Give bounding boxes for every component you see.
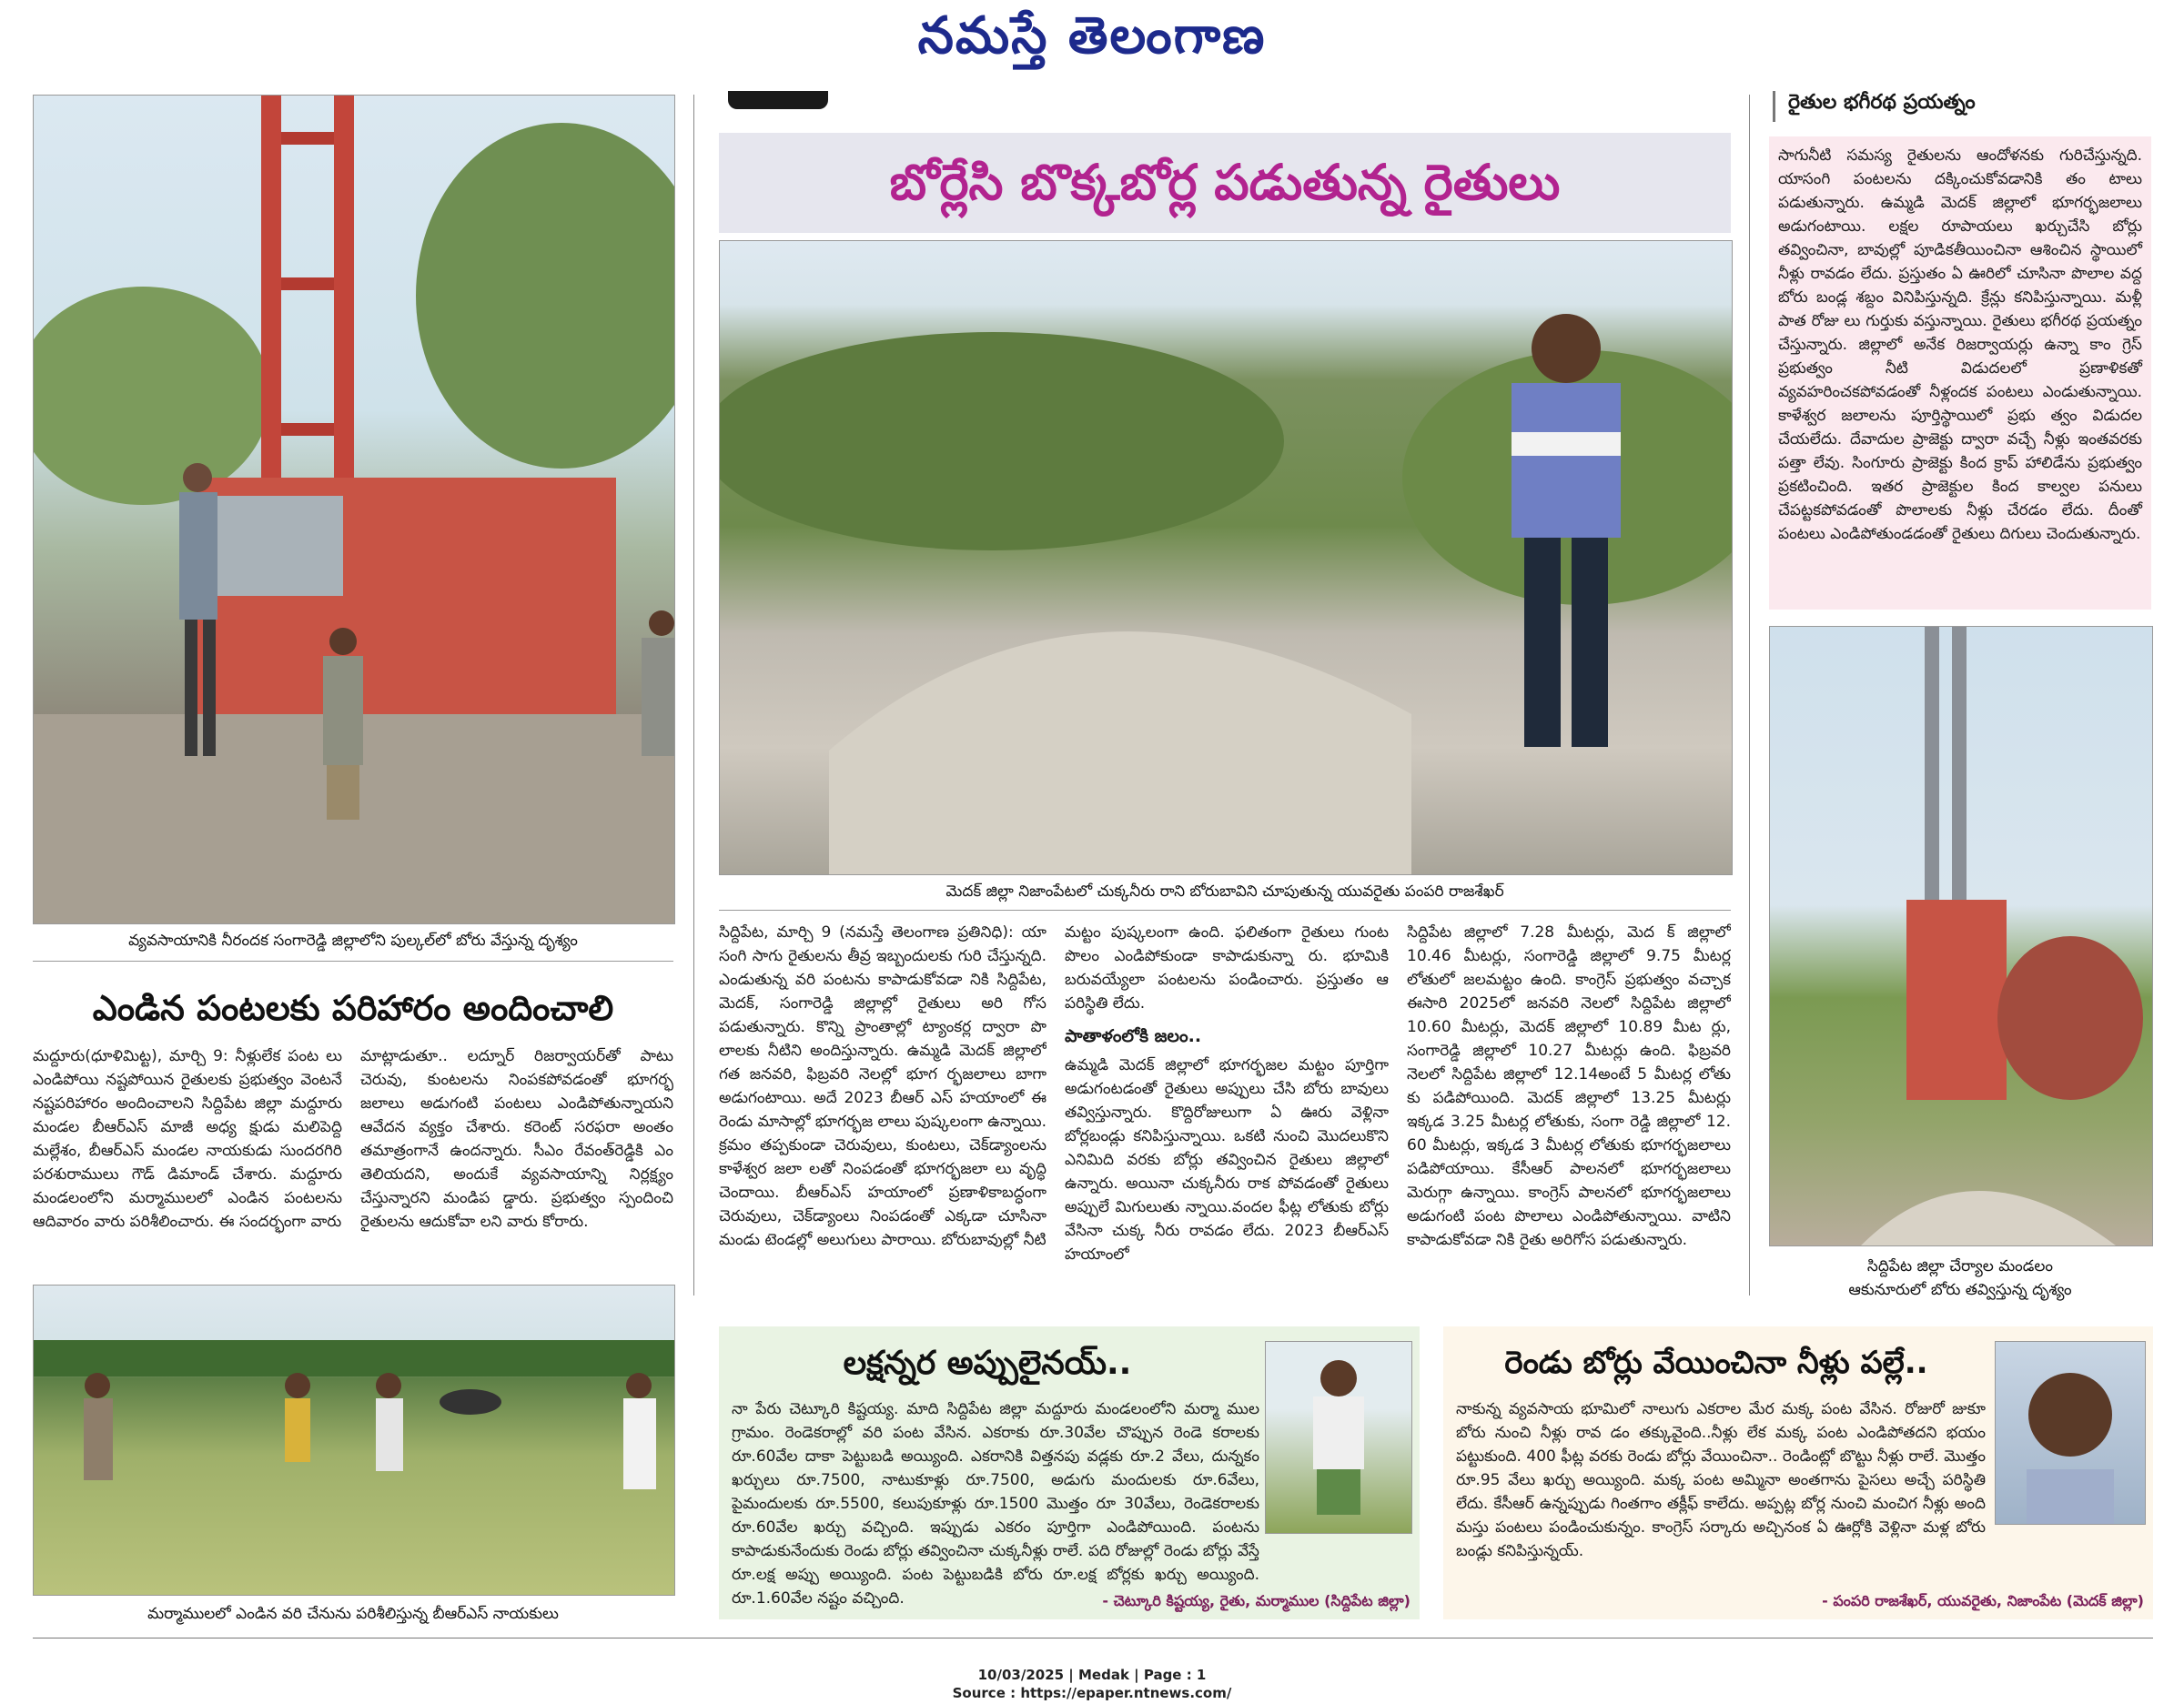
column-rule-right (1749, 95, 1750, 1296)
main-col2-part-a: మట్టం పుష్కలంగా ఉంది. ఫలితంగా రైతులు గుంట పొలం ఎండిపోకుండా కాపాడుకున్నా రు. భూమికి బరువయ్యేలా పంటలను పండించారు. ప్రస్తుతం ఆ పరిస్థితి లేదు. (1065, 923, 1389, 1013)
borewell-rig-illustration (34, 96, 674, 923)
main-col2-part-b: ఉమ్మడి మెదక్ జిల్లాలో భూగర్భజల మట్టం పూర్తిగా అడుగంటడంతో రైతులు అప్పులు చేసి బోరు బావులు తవ్విస్తున్నారు. కొద్దిరోజులుగా ఏ ఊరు వెళ్లినా బోర్లబండ్లు కనిపిస్తున్నాయి. ఒకటి నుంచి మొదలుకొని ఎనిమిది వరకు బోర్లు తవ్వించిన రైతులు జిల్లాలో ఉన్నారు. అయినా చుక్కనీరు రాక పోవడంతో రైతులు అప్పులే మిగులుతు న్నాయి.వందల ఫీట్ల లోతుకు బోర్లు వేసినా చుక్క నీరు రావడం లేదు. 2023 బీఆర్‌ఎస్ హయాంలో (1065, 1056, 1389, 1264)
box2-signature: - పంపరి రాజశేఖర్, యువరైతు, నిజాంపేట (మెదక్ జిల్లా) (1822, 1592, 2144, 1609)
dried-paddy-photo (33, 1285, 675, 1596)
left-headline: ఎండిన పంటలకు పరిహారం అందించాలి (92, 988, 614, 1028)
main-col2-subhead: పాతాళంలోకి జలం.. (1065, 1026, 1202, 1046)
box1-farmer-illustration (1266, 1342, 1411, 1533)
left-article-col1: మద్దూరు(ధూళిమిట్ట), మార్చి 9: నీళ్లులేక పంట లు ఎండిపోయి నష్టపోయిన రైతులకు ప్రభుత్వం వెంటనే నష్టపరిహారం అందించాలని సిద్దిపేట జిల్లా మద్దూరు మండల బీఆర్‌ఎస్ మాజీ అధ్య క్షుడు మలిపెద్ది మల్లేశం, బీఆర్‌ఎస్ మండల నాయకుడు సుందరగిరి పరశురాములు గౌడ్ డిమాండ్ చేశారు. మద్దూరు మండలంలోని మర్మాములలో ఎండిన పంటలను ఆదివారం వారు పరిశీలించారు. ఈ సందర్భంగా వారు (33, 1047, 342, 1231)
main-headline-box (719, 133, 1731, 233)
dark-tab-mark (728, 91, 828, 109)
masthead-title: నమస్తే తెలంగాణ (917, 5, 1267, 66)
series-tag-text: రైతుల భగీరథ ప్రయత్నం (1788, 91, 1976, 114)
farmer-quote-box-2 (1443, 1326, 2153, 1619)
main-photo-caption: మెదక్ జిల్లా నిజాంపేటలో చుక్కనీరు రాని బోరుబావిని చూపుతున్న యువరైతు పంపరి రాజశేఖర్ (945, 882, 1504, 901)
box1-farmer-photo (1265, 1341, 1412, 1534)
main-headline: బోర్లేసి బొక్కబోర్ల పడుతున్న రైతులు (889, 154, 1561, 211)
divider (33, 961, 673, 962)
right-intro-article (1769, 136, 2151, 610)
borewell-rig-photo (33, 95, 675, 924)
paddy-field-illustration (34, 1286, 674, 1595)
main-article-col2 (1065, 921, 1389, 1294)
box2-text: నాకున్న వ్యవసాయ భూమిలో నాలుగు ఎకరాల మేర మక్క పంట వేసిన. రోజురో జుకూ బోరు నుంచి నీళ్లు రావ డం తక్కువైంది..నీళ్లు లేక మక్క పంట ఎండిపోతదని భయం పట్టుకుంది. 400 ఫీట్ల వరకు రెండు బోర్లు వేయించినా.. రెండింట్లో బొట్టు నీళ్లు రాలే. మొత్తం రూ.95 వేలు ఖర్చు అయ్యింది. మక్క పంట అమ్మినా అంతగాను పైసలు అచ్చే పరిస్థితి లేదు. కేసీఆర్ ఉన్నప్పుడు గింతగాం తక్లీఫ్ కాలేదు. అప్పట్ల బోర్ల నుంచి మంచిగ నీళ్లు అంది మస్తు పంటలు పండించుకున్నం. కాంగ్రెస్ సర్కారు అచ్చినంక ఏ ఊర్లోకి వెళ్లినా మళ్ల బోరు బండ్లు కనిపిస్తున్నయ్. (1456, 1400, 1986, 1560)
right-intro-text: సాగునీటి సమస్య రైతులను ఆందోళనకు గురిచేస్తున్నది. యాసంగి పంటలను దక్కించుకోవడానికి తం టాలు పడుతున్నారు. ఉమ్మడి మెదక్ జిల్లాలో భూగర్భజలాలు అడుగంటాయి. లక్షల రూపాయలు ఖర్చుచేసి బోర్లు తవ్వించినా, బావుల్లో పూడికతీయించినా ఆశించిన స్థాయిలో నీళ్లు రావడం లేదు. ప్రస్తుతం ఏ ఊరిలో చూసినా పొలాల వద్ద బోరు బండ్ల శబ్దం వినిపిస్తున్నది. క్రేన్లు కనిపిస్తున్నాయి. మళ్లీ పాత రోజు లు గుర్తుకు వస్తున్నాయి. రైతులు భగీరథ ప్రయత్నం చేస్తున్నారు. జిల్లాలో అనేక రిజర్వాయర్లు ఉన్నా కాం గ్రెస్ ప్రభుత్వం నీటి విడుదలలో ప్రణాళికతో వ్యవహరించకపోవడంతో నీళ్లందక పంటలు ఎండుతున్నాయి. కాళేశ్వర జలాలను పూర్తిస్థాయిలో ప్రభు త్వం విడుదల చేయలేదు. దేవాదుల ప్రాజెక్టు ద్వారా వచ్చే నీళ్లు ఇంతవరకు పత్తా లేవు. సింగూరు ప్రాజెక్టు కింద క్రాప్ హాలిడేను ప్రభుత్వం ప్రకటించింది. ఇతర ప్రాజెక్టుల కింద కాల్వల పనులు చేపట్టకపోవడంతో పొలాలకు నీళ్లు చేరడం లేదు. దీంతో పంటలు ఎండిపోతుండడంతో రైతులు దిగులు చెందుతున్నారు. (1778, 146, 2142, 543)
series-tag (1773, 91, 2170, 122)
right-borewell-photo (1769, 626, 2153, 1246)
footer-source: Source : https://epaper.ntnews.com/ (952, 1685, 1232, 1701)
box2-farmer-illustration (1996, 1342, 2145, 1524)
column-rule-left (693, 95, 694, 1296)
box2-farmer-photo (1995, 1341, 2146, 1525)
main-article-col3: సిద్దిపేట జిల్లాలో 7.28 మీటర్లు, మెద క్ జిల్లాలో 10.46 మీటర్లు, సంగారెడ్డి జిల్లాలో 9.75 మీటర్ల లోతులో జలమట్టం ఉంది. కాంగ్రెస్ ప్రభుత్వం వచ్చాక ఈసారి 2025లో జనవరి నెలలో సిద్దిపేట జిల్లాలో 10.60 మీటర్లు, మెదక్ జిల్లాలో 10.89 మీట ర్లు, సంగారెడ్డి జిల్లాలో 10.27 మీటర్లు ఉంది. ఫిబ్రవరి నెలలో సిద్దిపేట జిల్లాలో 12.14అంటే 5 మీటర్ల లోతు కు పడిపోయింది. మెదక్ జిల్లాలో 13.25 మీటర్లు ఇక్కడ 3.25 మీటర్ల లోతుకు, సంగా రెడ్డి జిల్లాలో 12. 60 మీటర్లు, ఇక్కడ 3 మీటర్ల లోతుకు భూగర్భజలాలు పడిపోయాయి. కేసీఆర్ పాలనలో భూగర్భజలాలు మెరుగ్గా ఉన్నాయి. కాంగ్రెస్ పాలనలో భూగర్భజలాలు అడుగంటి పంట పొలాలు ఎండిపోతున్నాయి. వాటిని కాపాడుకోవడా నికి రైతు అరిగోస పడుతున్నారు. (1407, 923, 1731, 1249)
farmer-illustration (720, 241, 1732, 874)
right-photo-caption-1: సిద్దిపేట జిల్లా చేర్యాల మండలం (1866, 1257, 2054, 1275)
farmer-quote-box-1 (719, 1326, 1420, 1619)
main-article-col1: సిద్దిపేట, మార్చి 9 (నమస్తే తెలంగాణ ప్రతినిధి): యా సంగి సాగు రైతులను తీవ్ర ఇబ్బందులకు గురి చేస్తున్నది. ఎండుతున్న వరి పంటను కాపాడుకోవడా నికి సిద్దిపేట, మెదక్, సంగారెడ్డి జిల్లాల్లో రైతులు అరి గోస పడుతున్నారు. కొన్ని ప్రాంతాల్లో ట్యాంకర్ల ద్వారా పొ లాలకు నీటిని అందిస్తున్నారు. ఉమ్మడి మెదక్ జిల్లాలో గత జనవరి, ఫిబ్రవరి నెలల్లో భూగ ర్భజలాలు బాగా అడుగంటాయి. అదే 2023 బీఆర్ ఎస్ హయాంలో ఈ రెండు మాసాల్లో భూగర్భజ లాలు పుష్కలంగా ఉన్నాయి. క్రమం తప్పకుండా చెరువులు, కుంటలు, చెక్‌డ్యాంలను కాళేశ్వర జలా లతో నింపడంతో భూగర్భజలా లు వృద్ధి చెందాయి. బీఆర్‌ఎస్ హయాంలో ప్రణాళికాబద్ధంగా చెరువులు, చెక్‌డ్యాంలు నింపడంతో ఎక్కడా చూసినా మండు టెండల్లో అలుగులు పారాయి. బోరుబావుల్లో నీటి (719, 923, 1046, 1249)
footer-date-page: 10/03/2025 | Medak | Page : 1 (977, 1667, 1207, 1683)
box1-text: నా పేరు చెట్కూరి కిష్టయ్య. మాది సిద్దిపేట జిల్లా మద్దూరు మండలంలోని మర్మా ముల గ్రామం. రెండెకరాల్లో వరి పంట వేసిన. ఎకరాకు రూ.30వేల చొప్పున రెండె కరాలకు రూ.60వేల దాకా పెట్టుబడి అయ్యింది. ఎకరానికి విత్తనపు వడ్లకు రూ.2 వేలు, దున్నకం ఖర్చులు రూ.7500, నాటుకూళ్లు రూ.7500, అడుగు మందులకు రూ.6వేలు, పైమందులకు రూ.5500, కలుపుకూళ్లు రూ.1500 మొత్తం రూ 30వేలు, రెండెకరాలకు రూ.60వేల ఖర్చు వచ్చింది. ఇప్పుడు ఎకరం పూర్తిగా ఎండిపోయింది. పంటను కాపాడుకునేందుకు రెండు బోర్లు తవ్వించినా చుక్కనీళ్లు రాలే. పది రోజుల్లో రెండు బోర్లు వేస్తే రూ.లక్ష అప్పు అయ్యింది. పంట పెట్టుబడికి బోరు రూ.లక్ష బోర్లకు ఖర్చు అయ్యింది. రూ.1.60వేల నష్టం వచ్చింది. (732, 1400, 1259, 1608)
left-photo-caption: వ్యవసాయానికి నీరందక సంగారెడ్డి జిల్లాలోని పుల్కల్‌లో బోరు వేస్తున్న దృశ్యం (128, 932, 578, 950)
masthead (0, 0, 2184, 73)
right-photo-caption-2: ఆకునూరులో బోరు తవ్విస్తున్న దృశ్యం (1848, 1281, 2072, 1299)
box1-signature: - చెట్కూరి కిష్టయ్య, రైతు, మర్మాముల (సిద్దిపేట జిల్లా) (1102, 1592, 1410, 1609)
left-bottom-photo-caption: మర్మాములలో ఎండిన వరి చేనును పరిశీలిస్తున్న బీఆర్‌ఎస్ నాయకులు (147, 1605, 559, 1623)
box1-headline: లక్షన్నర అప్పులైనయ్.. (843, 1345, 1132, 1382)
farmer-borewell-photo (719, 240, 1733, 875)
box2-headline: రెండు బోర్లు వేయించినా నీళ్లు పల్లే.. (1504, 1345, 1928, 1381)
divider (719, 910, 1731, 911)
left-article-col2: మాట్లాడుతూ.. లద్నూర్ రిజర్వాయర్‌తో పాటు చెరువు, కుంటలను నింపకపోవడంతో భూగర్భ జలాలు అడుగంటి పంటలు ఎండిపోతున్నాయని ఆవేదన వ్యక్తం చేశారు. కరెంట్ సరఫరా అంతం తమాత్రంగానే ఉందన్నారు. సీఎం రేవంత్‌రెడ్డికి ఎం తెలియదని, అందుకే వ్యవసాయాన్ని నిర్లక్ష్యం చేస్తున్నారని మండిప డ్డారు. ప్రభుత్వం స్పందించి రైతులను ఆదుకోవా లని వారు కోరారు. (360, 1047, 673, 1231)
right-rig-illustration (1770, 627, 2152, 1245)
